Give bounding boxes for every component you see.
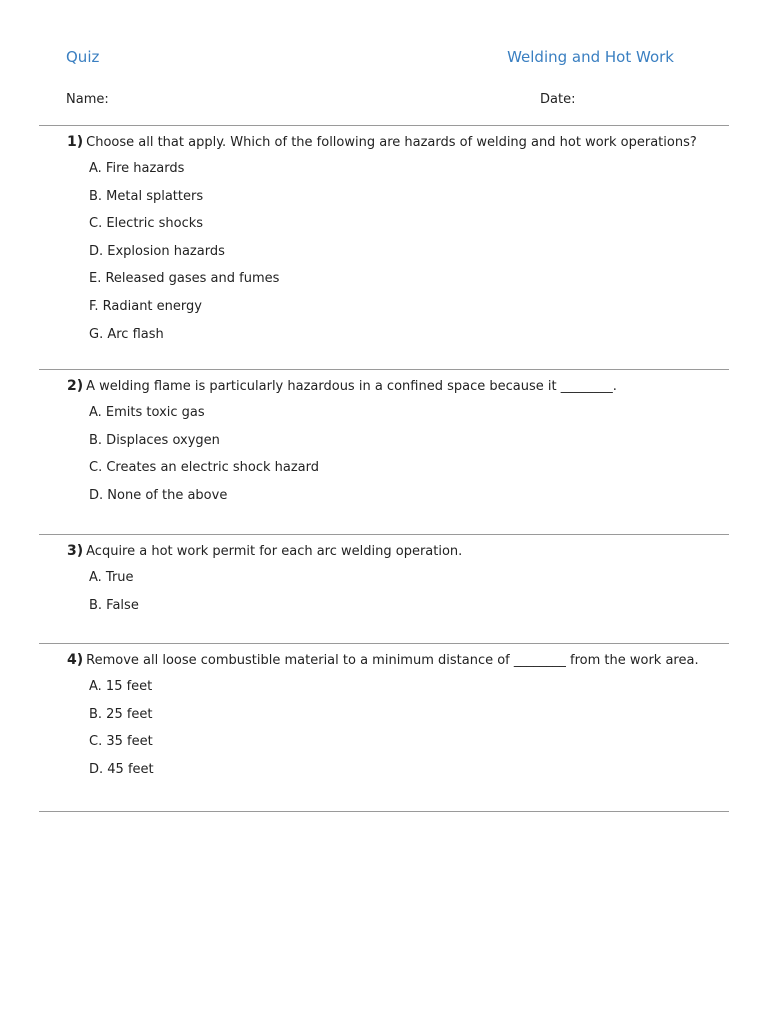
answer-option[interactable]: C. Creates an electric shock hazard [89,460,320,476]
date-field-label: Date: [540,92,576,107]
answer-option[interactable]: E. Released gases and fumes [89,271,280,287]
question-text: A welding flame is particularly hazardous in a confined space because it ________. [86,379,617,394]
quiz-topic: Welding and Hot Work [507,48,674,66]
answer-option[interactable]: F. Radiant energy [89,298,202,314]
answer-option[interactable]: D. Explosion hazards [89,243,225,259]
answer-option[interactable]: A. Emits toxic gas [89,405,205,420]
answer-options [89,160,279,353]
question-2 [39,369,729,535]
question-number: 1) [67,134,84,150]
question-number: 4) [67,652,84,668]
answer-option[interactable]: C. 35 feet [89,734,153,750]
question-1 [39,125,729,370]
answer-option[interactable]: B. False [89,597,139,613]
question-3 [39,534,729,644]
question-prompt [67,377,617,396]
question-prompt [67,133,697,152]
question-number: 2) [67,378,84,394]
answer-option[interactable]: B. Metal splatters [89,188,204,204]
question-text: Choose all that apply. Which of the following are hazards of welding and hot work operations? [86,135,697,150]
answer-option[interactable]: B. 25 feet [89,706,153,722]
name-date-row [66,92,666,112]
question-text: Acquire a hot work permit for each arc welding operation. [86,544,463,559]
answer-option[interactable]: D. None of the above [89,487,228,503]
answer-options [89,569,139,624]
question-number: 3) [67,543,84,559]
answer-option[interactable]: A. 15 feet [89,679,153,694]
question-text: Remove all loose combustible material to a minimum distance of ________ from the work area. [86,653,699,668]
answer-options [89,678,154,788]
answer-option[interactable]: A. True [89,570,134,585]
answer-option[interactable]: B. Displaces oxygen [89,432,220,448]
answer-option[interactable]: D. 45 feet [89,761,154,777]
question-prompt [67,542,462,561]
question-prompt [67,651,699,670]
answer-options [89,404,319,514]
question-4 [39,643,729,812]
answer-option[interactable]: C. Electric shocks [89,216,204,232]
name-field-label: Name: [66,92,109,107]
page-header [66,48,674,72]
answer-option[interactable]: A. Fire hazards [89,161,185,176]
answer-option[interactable]: G. Arc flash [89,326,164,342]
quiz-title: Quiz [66,48,100,66]
